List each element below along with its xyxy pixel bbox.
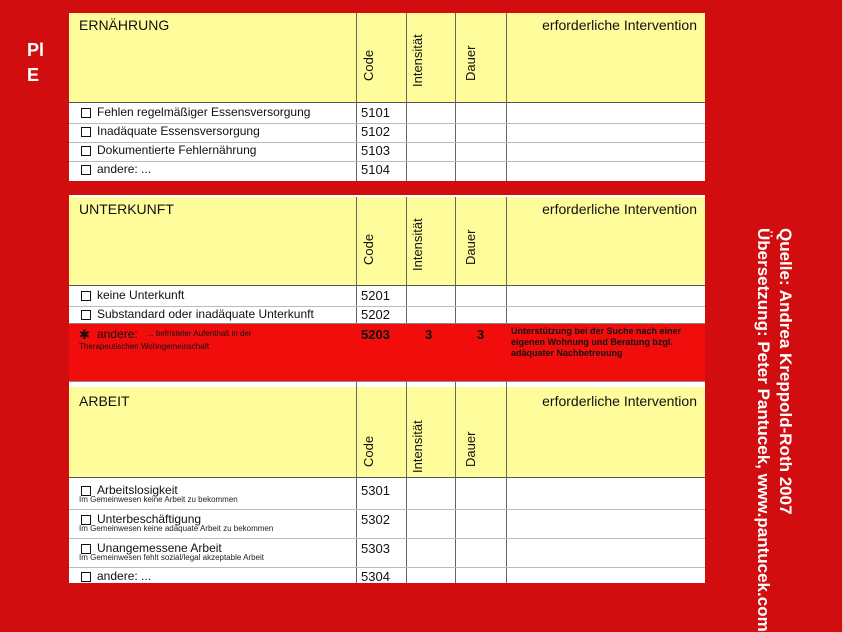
row-label: andere: (97, 327, 138, 341)
row-label: keine Unterkunft (97, 288, 185, 302)
section-title: UNTERKUNFT (79, 201, 174, 217)
row-note-continued: Therapeutischen Wohngemeinschaft (79, 342, 210, 351)
checkbox[interactable] (81, 146, 91, 156)
row-label: andere: ... (97, 569, 152, 583)
section-unterkunft (69, 197, 705, 387)
column-code: Code (361, 435, 376, 467)
checkbox[interactable] (81, 165, 91, 175)
checkbox[interactable] (81, 310, 91, 320)
column-duration: Dauer (463, 431, 478, 467)
row-description: Im Gemeinwesen keine Arbeit zu bekommen (79, 495, 238, 504)
table-row (69, 510, 705, 539)
row-label: Substandard oder inadäquate Unterkunft (97, 307, 314, 321)
row-code: 5104 (361, 162, 390, 177)
source-credit (752, 228, 796, 632)
table-row (69, 481, 705, 510)
highlighted-row (69, 323, 705, 382)
column-intensity: Intensität (410, 420, 425, 473)
row-code: 5101 (361, 105, 390, 120)
checkbox[interactable] (81, 291, 91, 301)
checkbox[interactable] (81, 572, 91, 582)
table-row (69, 122, 705, 143)
row-code: 5301 (361, 483, 390, 498)
row-label: Unterbeschäftigung (97, 512, 202, 526)
row-code: 5303 (361, 541, 390, 556)
section-header (69, 387, 705, 478)
column-intervention: erforderliche Intervention (542, 393, 697, 409)
row-code: 5202 (361, 307, 390, 322)
row-label: Unangemessene Arbeit (97, 541, 222, 555)
row-code: 5103 (361, 143, 390, 158)
credit-source: Quelle: Andrea Krеppold-Roth 2007 (776, 228, 795, 515)
section-title: ARBEIT (79, 393, 130, 409)
section-header (69, 197, 705, 286)
table-row (69, 160, 705, 180)
checkbox[interactable] (81, 127, 91, 137)
credit-translation: Übersetzung: Peter Pantucek, www.pantucek.com (754, 228, 773, 632)
row-label: Fehlen regelmäßiger Essensversorgung (97, 105, 311, 119)
column-intervention: erforderliche Intervention (542, 201, 697, 217)
row-note: ... befristeter Aufenthalt in der (147, 329, 252, 338)
row-label: Arbeitslosigkeit (97, 483, 178, 497)
row-duration: 3 (477, 327, 485, 342)
table-row (69, 286, 705, 307)
section-arbeit (69, 387, 705, 583)
corner-label-line1: Pl (27, 40, 45, 60)
section-ernaehrung (69, 13, 705, 181)
table-row (69, 539, 705, 568)
table-row (69, 567, 705, 583)
row-code: 5302 (361, 512, 390, 527)
asterisk-icon: ✱ (79, 327, 90, 342)
column-duration: Dauer (463, 229, 478, 265)
assessment-form (69, 13, 705, 583)
checkbox[interactable] (81, 108, 91, 118)
section-divider (69, 181, 705, 195)
row-label: andere: ... (97, 162, 152, 176)
row-code: 5304 (361, 569, 390, 584)
corner-label (27, 38, 44, 88)
row-label: Dokumentierte Fehlernährung (97, 143, 257, 157)
row-code: 5201 (361, 288, 390, 303)
section-header (69, 13, 705, 103)
row-code: 5102 (361, 124, 390, 139)
column-code: Code (361, 49, 376, 81)
row-description: Im Gemeinwesen fehlt sozial/legal akzeptable Arbeit (79, 553, 264, 562)
table-row (69, 103, 705, 124)
column-intensity: Intensität (410, 34, 425, 87)
column-intensity: Intensität (410, 218, 425, 271)
column-intervention: erforderliche Intervention (542, 17, 697, 33)
row-intervention: Unterstützung bei der Suche nach einer eigenen Wohnung und Beratung bzgl. adäquater Nachbetreuung (511, 326, 682, 358)
table-row (69, 141, 705, 162)
row-description: Im Gemeinwesen keine adäquate Arbeit zu bekommen (79, 524, 274, 533)
row-label: Inadäquate Essensversorgung (97, 124, 260, 138)
row-code: 5203 (361, 327, 390, 342)
column-duration: Dauer (463, 45, 478, 81)
section-title: ERNÄHRUNG (79, 17, 170, 33)
column-code: Code (361, 233, 376, 265)
row-intensity: 3 (425, 327, 433, 342)
corner-label-line2: E (27, 65, 40, 85)
